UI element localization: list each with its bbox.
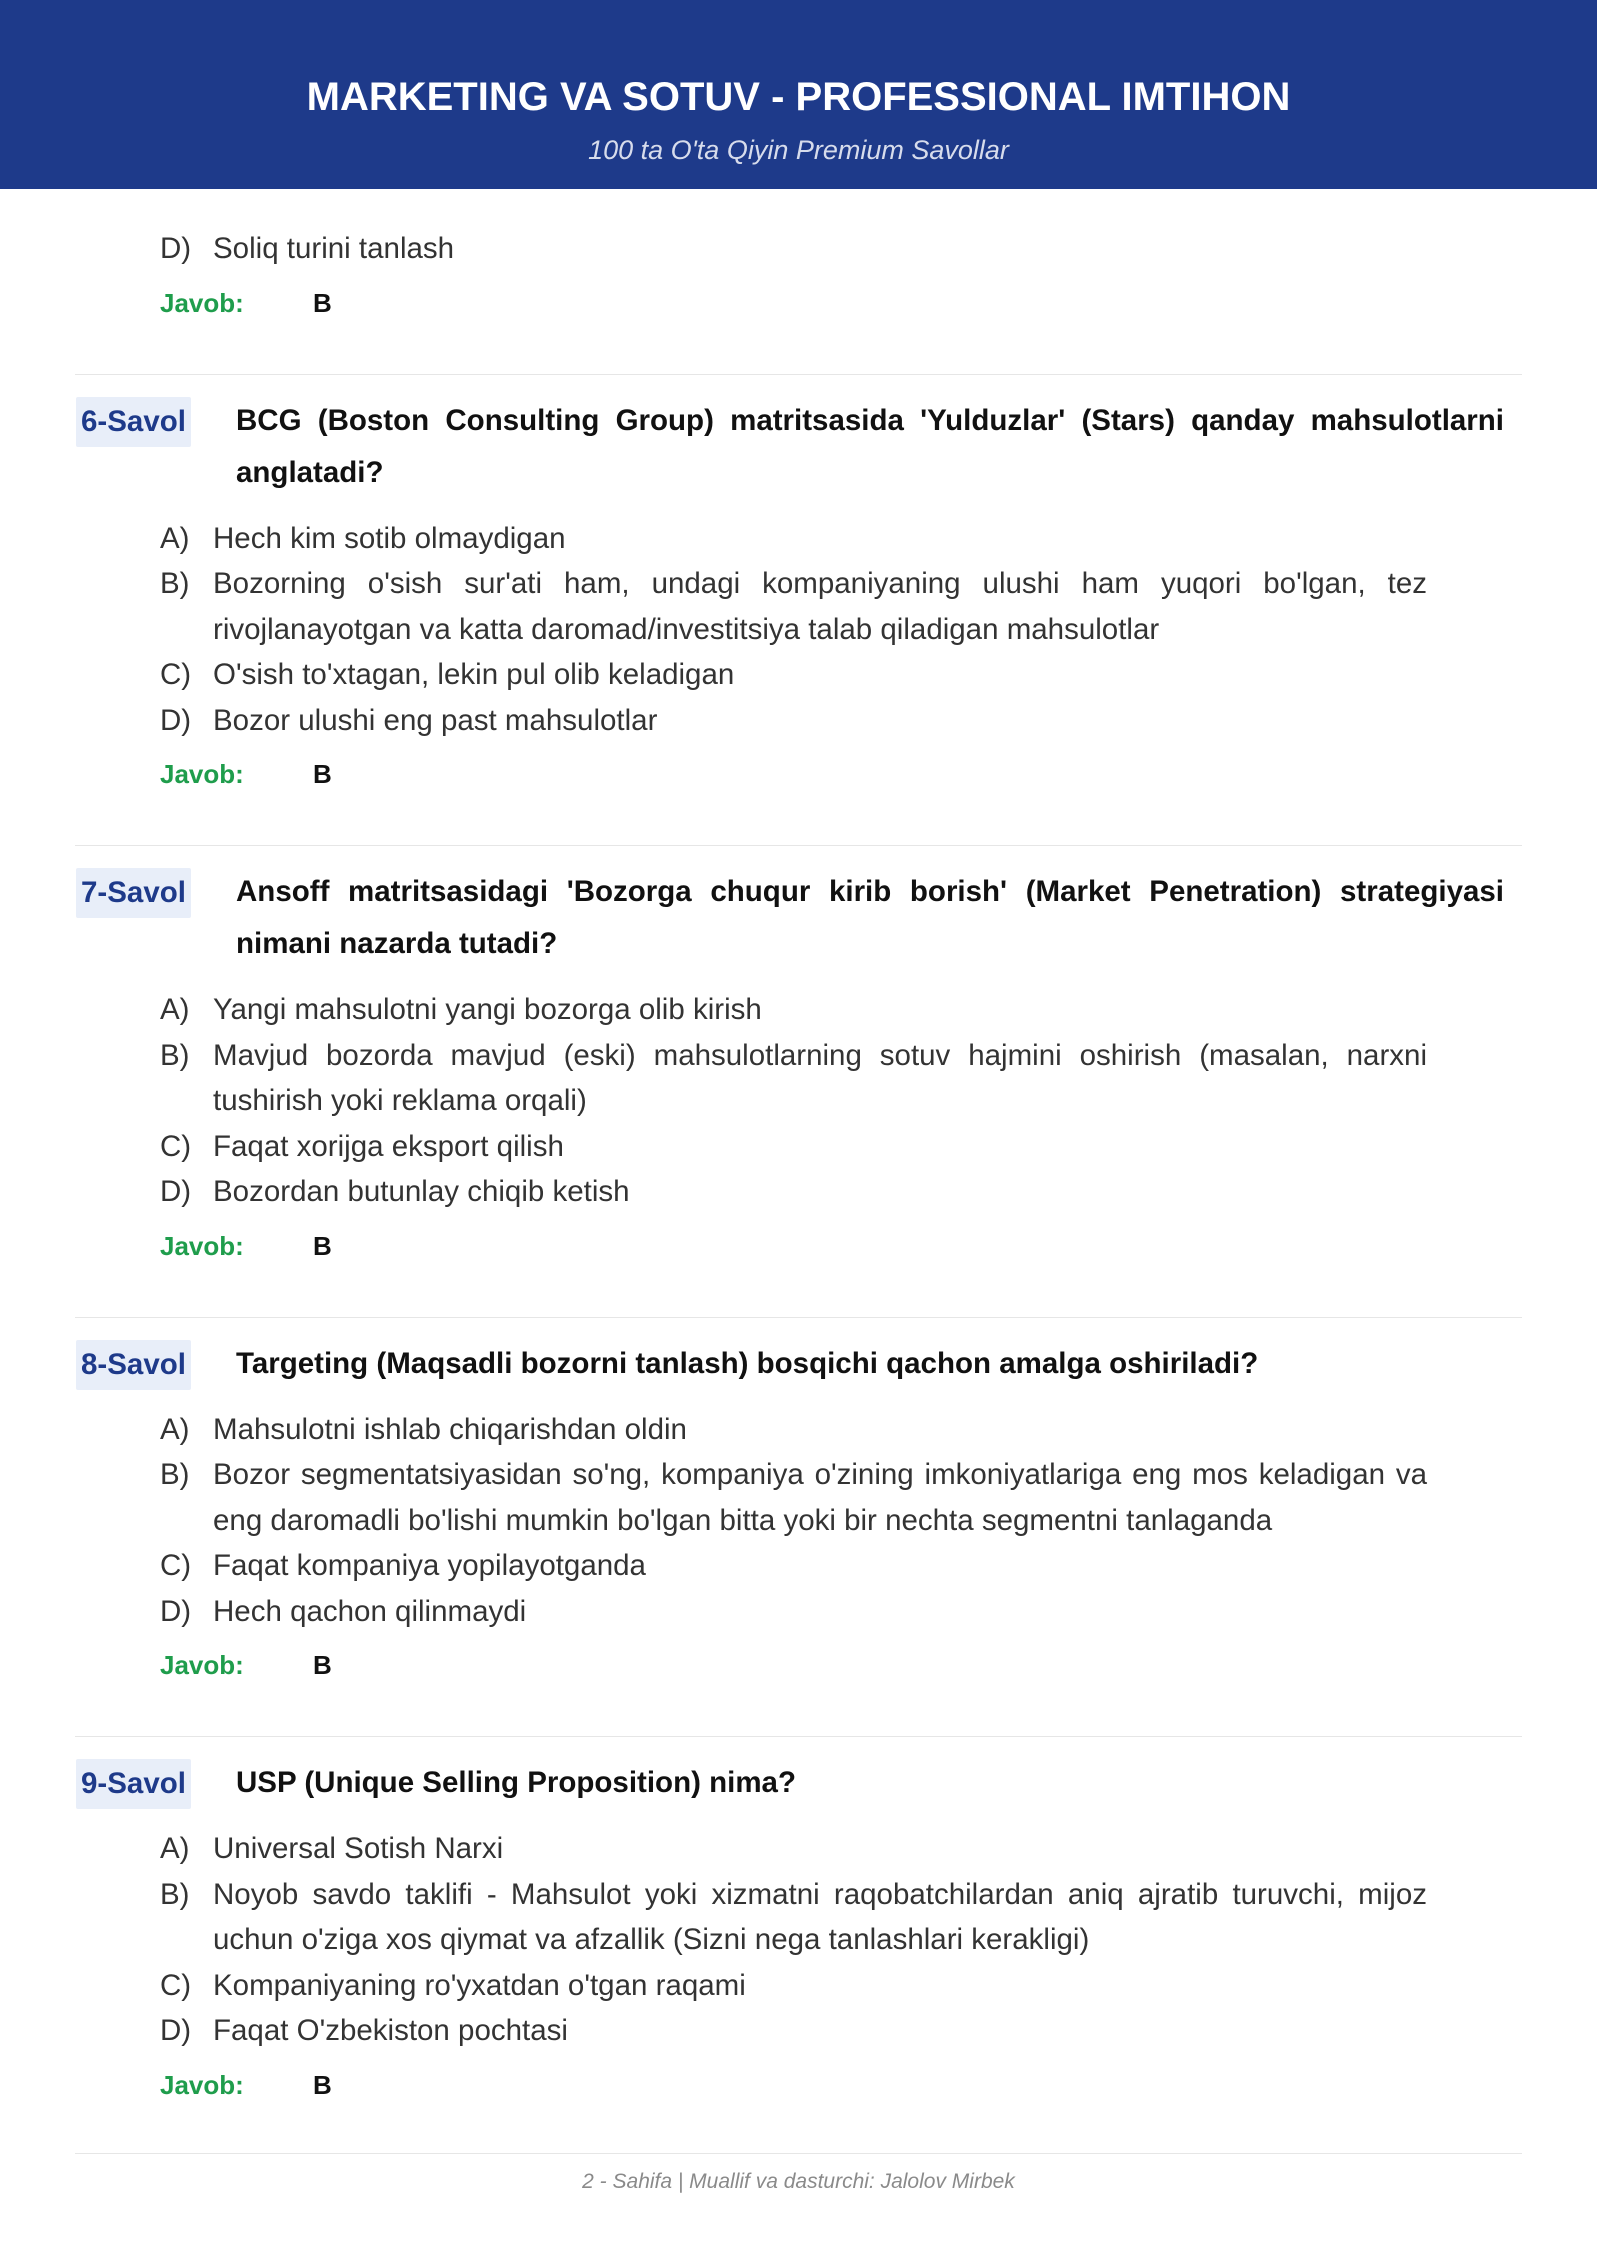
options-list — [160, 226, 1522, 272]
question-text: Ansoff matritsasidagi 'Bozorga chuqur kirib borish' (Market Penetration) strategiyasi nimani nazarda tutadi? — [236, 875, 1504, 960]
option-text: Kompaniyaning ro'yxatdan o'tgan raqami — [213, 1968, 746, 2002]
answer-row — [160, 1226, 1522, 1266]
options-list — [160, 1826, 1522, 2054]
question-block — [75, 1318, 1522, 1686]
answer-option — [160, 1169, 1522, 1215]
answer-label: Javob: — [160, 1230, 244, 1261]
question-continuation — [75, 226, 1522, 323]
option-label: C) — [160, 1129, 192, 1163]
badge-column — [75, 1757, 236, 1809]
answer-row — [160, 1645, 1522, 1685]
answer-option — [160, 226, 1522, 272]
option-label: D) — [160, 2014, 192, 2047]
option-label: C) — [160, 1549, 192, 1582]
question-number-badge: 8-Savol — [76, 1340, 191, 1390]
answer-option — [160, 987, 1522, 1033]
question-block — [75, 1737, 1522, 2105]
question-block — [75, 375, 1522, 795]
answer-option — [160, 1543, 1522, 1589]
option-text: Mavjud bozorda mavjud (eski) mahsulotlarning sotuv hajmini oshirish (masalan, narxni tushirish yoki reklama orqali) — [213, 1038, 1427, 1117]
option-label: B) — [160, 1877, 190, 1911]
option-text: Bozor ulushi eng past mahsulotlar — [213, 703, 658, 737]
document-title: MARKETING VA SOTUV - PROFESSIONAL IMTIHON — [306, 75, 1291, 119]
option-text: Bozor segmentatsiyasidan so'ng, kompaniya o'zining imkoniyatlariga eng mos keladigan va eng daromadli bo'lishi mumkin bo'lgan bitta yoki bir nechta segmentni tanlaganda — [213, 1458, 1427, 1537]
question-row — [75, 395, 1522, 499]
answer-option — [160, 561, 1522, 652]
answer-option — [160, 1033, 1522, 1124]
option-label: D) — [160, 703, 192, 737]
options-list — [160, 516, 1522, 744]
answer-option — [160, 1589, 1522, 1635]
answer-label: Javob: — [160, 287, 244, 318]
option-text: Faqat kompaniya yopilayotganda — [213, 1549, 646, 1582]
answer-row — [160, 754, 1522, 794]
footer-text: 2 - Sahifa | Muallif va dasturchi: Jalolov Mirbek — [582, 2170, 1015, 2193]
option-text: Bozordan butunlay chiqib ketish — [213, 1175, 630, 1208]
option-text: Faqat O'zbekiston pochtasi — [213, 2014, 568, 2047]
answer-option — [160, 1124, 1522, 1170]
answer-option — [160, 698, 1522, 744]
option-text: Universal Sotish Narxi — [213, 1832, 504, 1865]
answer-option — [160, 1826, 1522, 1872]
question-number-badge: 6-Savol — [76, 397, 191, 447]
option-text: Bozorning o'sish sur'ati ham, undagi kompaniyaning ulushi ham yuqori bo'lgan, tez rivojlanayotgan va katta daromad/investitsiya talab qiladigan mahsulotlar — [213, 567, 1427, 646]
badge-column — [75, 395, 236, 447]
page-header — [0, 0, 1597, 189]
question-block — [75, 846, 1522, 1266]
answer-option — [160, 1407, 1522, 1453]
answer-row — [160, 283, 1522, 323]
question-row — [75, 866, 1522, 970]
answer-value: B — [313, 1230, 332, 1261]
option-label: D) — [160, 1594, 192, 1628]
answer-value: B — [313, 287, 332, 318]
answer-value: B — [313, 759, 332, 789]
options-list — [160, 987, 1522, 1215]
page-content — [75, 226, 1522, 2105]
answer-option — [160, 2008, 1522, 2054]
answer-option — [160, 516, 1522, 562]
option-text: Mahsulotni ishlab chiqarishdan oldin — [213, 1412, 687, 1446]
question-text: USP (Unique Selling Proposition) nima? — [236, 1766, 796, 1799]
question-number-badge: 9-Savol — [76, 1759, 191, 1809]
option-label: A) — [160, 1832, 190, 1865]
option-label: C) — [160, 1968, 192, 2002]
option-label: A) — [160, 993, 190, 1026]
question-number-badge: 7-Savol — [76, 868, 191, 918]
answer-value: B — [313, 2069, 332, 2100]
answer-label: Javob: — [160, 2069, 244, 2100]
option-label: B) — [160, 1458, 190, 1491]
question-row — [75, 1338, 1522, 1390]
answer-label: Javob: — [160, 1650, 244, 1680]
badge-column — [75, 866, 236, 918]
footer-divider — [75, 2153, 1522, 2154]
answer-value: B — [313, 1650, 332, 1680]
question-text: BCG (Boston Consulting Group) matritsasida 'Yulduzlar' (Stars) qanday mahsulotlarni anglatadi? — [236, 403, 1504, 489]
option-text: Hech qachon qilinmaydi — [213, 1594, 527, 1628]
question-text: Targeting (Maqsadli bozorni tanlash) bosqichi qachon amalga oshiriladi? — [236, 1346, 1259, 1380]
option-label: D) — [160, 1175, 192, 1208]
option-text: Yangi mahsulotni yangi bozorga olib kirish — [213, 993, 762, 1026]
answer-row — [160, 2065, 1522, 2105]
option-label: A) — [160, 521, 190, 555]
answer-option — [160, 1963, 1522, 2009]
answer-option — [160, 652, 1522, 698]
options-list — [160, 1407, 1522, 1635]
option-label: B) — [160, 1038, 190, 1072]
option-label: D) — [160, 232, 192, 265]
option-label: B) — [160, 567, 190, 600]
answer-label: Javob: — [160, 759, 244, 789]
option-text: Hech kim sotib olmaydigan — [213, 521, 566, 555]
option-text: O'sish to'xtagan, lekin pul olib keladigan — [213, 658, 735, 691]
badge-column — [75, 1338, 236, 1390]
option-label: A) — [160, 1412, 190, 1446]
question-row — [75, 1757, 1522, 1809]
answer-option — [160, 1452, 1522, 1543]
option-label: C) — [160, 658, 192, 691]
option-text: Soliq turini tanlash — [213, 232, 455, 265]
option-text: Noyob savdo taklifi - Mahsulot yoki xizmatni raqobatchilardan aniq ajratib turuvchi, mijoz uchun o'ziga xos qiymat va afzallik (Sizni nega tanlashlari kerakligi) — [213, 1877, 1427, 1956]
document-subtitle: 100 ta O'ta Qiyin Premium Savollar — [588, 135, 1009, 165]
answer-option — [160, 1872, 1522, 1963]
option-text: Faqat xorijga eksport qilish — [213, 1129, 564, 1163]
